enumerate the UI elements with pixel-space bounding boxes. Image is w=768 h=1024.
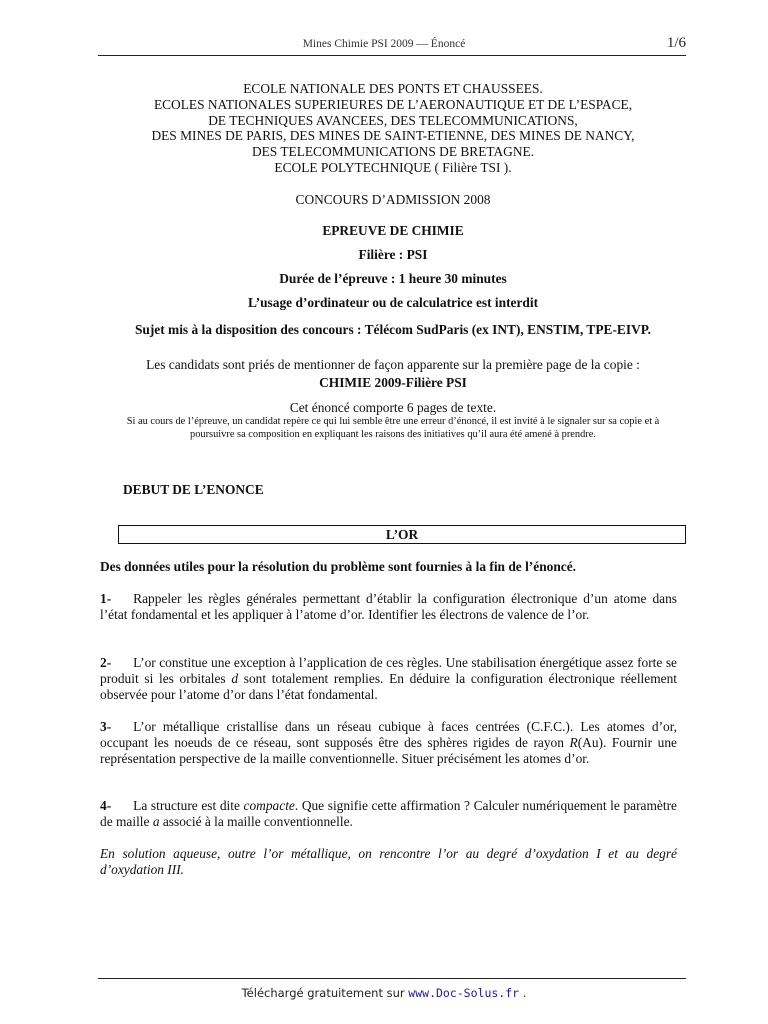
intro-text: Des données utiles pour la résolution du problème sont fournies à la fin de l’énoncé.	[100, 559, 577, 574]
question-3	[100, 719, 677, 767]
footer-suffix: .	[522, 986, 527, 1000]
duree: Durée de l’épreuve : 1 heure 30 minutes	[279, 271, 507, 286]
footer-prefix: Téléchargé gratuitement sur	[241, 986, 405, 1000]
copie-title: CHIMIE 2009-Filière PSI	[319, 375, 467, 390]
school-line: DE TECHNIQUES AVANCEES, DES TELECOMMUNICATIONS,	[208, 112, 578, 128]
concours-title: CONCOURS D’ADMISSION 2008	[295, 192, 491, 207]
question-4	[100, 798, 677, 830]
school-line: ECOLE NATIONALE DES PONTS ET CHAUSSEES.	[243, 81, 543, 96]
section-title: L’OR	[385, 527, 419, 542]
italic-note: En solution aqueuse, outre l’or métallique, on rencontre l’or au degré d’oxydation I et au degré d’oxydation III.	[100, 846, 677, 877]
header-title: Mines Chimie PSI 2009 — Énoncé	[302, 38, 466, 50]
question-2	[100, 655, 677, 703]
question-1	[100, 591, 677, 623]
candidats-notice: Les candidats sont priés de mentionner de façon apparente sur la première page de la copie :	[146, 357, 640, 372]
param-symbol: a	[152, 814, 160, 829]
school-line: DES TELECOMMUNICATIONS DE BRETAGNE.	[251, 144, 535, 160]
question-number: 2-	[100, 655, 112, 670]
footer	[0, 986, 768, 1000]
schools-block	[100, 81, 686, 176]
question-text: La structure est dite	[133, 798, 244, 813]
pages-note: Cet énoncé comporte 6 pages de texte.	[289, 400, 497, 415]
footer-link[interactable]: www.Doc-Solus.fr	[408, 986, 520, 1000]
question-text: . Que signifie cette affirmation ? Calculer numériquement le paramètre de maille	[100, 798, 677, 829]
question-text: L’or métallique cristallise dans un réseau cubique à faces centrées (C.F.C.). Les atomes d’or, occupant les noeuds de ce réseau, sont supposés être des sphères rigides de rayon	[100, 719, 677, 750]
school-line: DES MINES DE PARIS, DES MINES DE SAINT-ETIENNE, DES MINES DE NANCY,	[151, 128, 635, 144]
question-number: 1-	[100, 591, 112, 606]
question-number: 4-	[100, 798, 112, 813]
radius-symbol: R	[569, 735, 578, 750]
debut-enonce: DEBUT DE L’ENONCE	[123, 482, 264, 497]
erreur-note: Si au cours de l’épreuve, un candidat repère ce qui lui semble être une erreur d’énoncé, il est invité à le signaler sur sa copie et à poursuivre sa composition en expliquant les raisons des initiatives qu’il aura été amené à prendre.	[126, 416, 660, 440]
filiere: Filière : PSI	[358, 247, 428, 262]
school-line: ECOLES NATIONALES SUPERIEURES DE L’AERONAUTIQUE ET DE L’ESPACE,	[153, 96, 633, 112]
emphasis-compacte: compacte	[243, 798, 295, 813]
orbital-symbol: d	[231, 671, 239, 686]
question-text: Rappeler les règles générales permettant d’établir la configuration électronique d’un atome dans l’état fondamental et les appliquer à l’atome d’or. Identifier les électrons de valence de l’or.	[100, 591, 677, 622]
page-number: 1/6	[666, 35, 686, 51]
question-text: (Au). Fournir une représentation perspective de la maille conventionnelle. Situer précisément les atomes d’or.	[100, 735, 677, 766]
section-title-box	[118, 525, 686, 544]
school-line: ECOLE POLYTECHNIQUE ( Filière TSI ).	[274, 159, 512, 175]
usage-notice: L’usage d’ordinateur ou de calculatrice est interdit	[247, 295, 539, 310]
question-text: L’or constitue une exception à l’application de ces règles. Une stabilisation énergétique assez forte se produit si les orbitales	[100, 655, 677, 686]
sujet-notice: Sujet mis à la disposition des concours : Télécom SudParis (ex INT), ENSTIM, TPE-EIVP.	[134, 322, 652, 337]
header-divider	[98, 55, 686, 56]
question-text: associé à la maille conventionnelle.	[159, 814, 353, 829]
question-text: sont totalement remplies. En déduire la configuration électronique réellement observée pour l’atome d’or dans l’état fondamental.	[100, 671, 677, 702]
question-number: 3-	[100, 719, 112, 734]
epreuve-title: EPREUVE DE CHIMIE	[322, 223, 464, 238]
footer-divider	[98, 978, 686, 979]
